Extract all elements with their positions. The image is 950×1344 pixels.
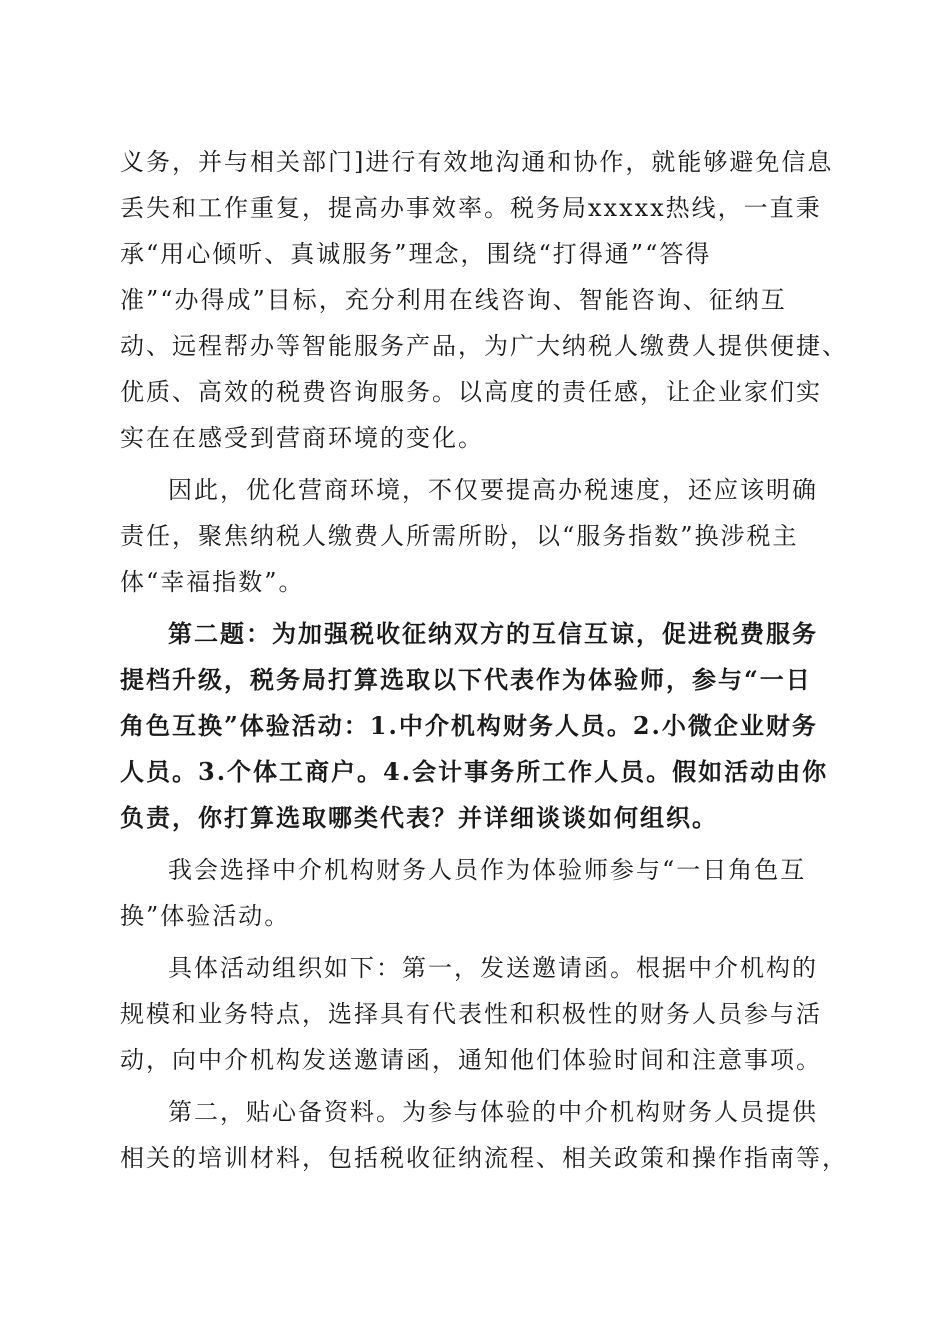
question-paragraph <box>120 611 830 841</box>
text-line: 第二题：为加强税收征纳双方的互信互谅，促进税费服务 <box>168 619 818 648</box>
text-line: 责任，聚焦纳税人缴费人所需所盼，以“服务指数”换涉税主 <box>120 522 799 550</box>
paragraph <box>120 945 830 1083</box>
text-line: 动，向中介机构发送邀请函，通知他们体验时间和注意事项。 <box>120 1046 822 1074</box>
text-line: 负责，你打算选取哪类代表？并详细谈谈如何组织。 <box>120 803 718 832</box>
text-line: 因此，优化营商环境，不仅要提高办税速度，还应该明确 <box>168 476 818 504</box>
document-body <box>120 139 848 1181</box>
text-line: 实在在感受到营商环境的变化。 <box>120 424 484 452</box>
text-line: 准”“办得成”目标，充分利用在线咨询、智能咨询、征纳互 <box>120 286 787 314</box>
text-line: 动、远程帮办等智能服务产品，为广大纳税人缴费人提供便捷、 <box>120 332 848 360</box>
text-line: 义务，并与相关部门]进行有效地沟通和协作，就能够避免信息 <box>120 148 834 176</box>
text-line: 规模和业务特点，选择具有代表性和积极性的财务人员参与活 <box>120 1000 822 1028</box>
text-line: 换”体验活动。 <box>120 902 291 930</box>
text-line: 角色互换”体验活动：1.中介机构财务人员。2.小微企业财务 <box>120 711 818 740</box>
text-line: 体“幸福指数”。 <box>120 568 305 596</box>
text-line: 具体活动组织如下：第一，发送邀请函。根据中介机构的 <box>168 954 818 982</box>
paragraph <box>120 139 848 461</box>
paragraph <box>120 1089 848 1181</box>
text-line: 第二，贴心备资料。为参与体验的中介机构财务人员提供 <box>168 1098 818 1126</box>
text-line: 相关的培训材料，包括税收征纳流程、相关政策和操作指南等， <box>120 1144 848 1172</box>
text-line: 人员。3.个体工商户。4.会计事务所工作人员。假如活动由你 <box>120 757 829 786</box>
text-line: 丢失和工作重复，提高办事效率。税务局xxxxx热线，一直秉 <box>120 194 822 222</box>
text-line: 优质、高效的税费咨询服务。以高度的责任感，让企业家们实 <box>120 378 822 406</box>
text-line: 我会选择中介机构财务人员作为体验师参与“一日角色互 <box>168 856 807 884</box>
paragraph <box>120 467 830 605</box>
paragraph <box>120 847 830 939</box>
text-line: 提档升级，税务局打算选取以下代表作为体验师，参与“一日 <box>120 665 812 694</box>
text-line: 承“用心倾听、真诚服务”理念，围绕“打得通”“答得 <box>120 240 712 268</box>
